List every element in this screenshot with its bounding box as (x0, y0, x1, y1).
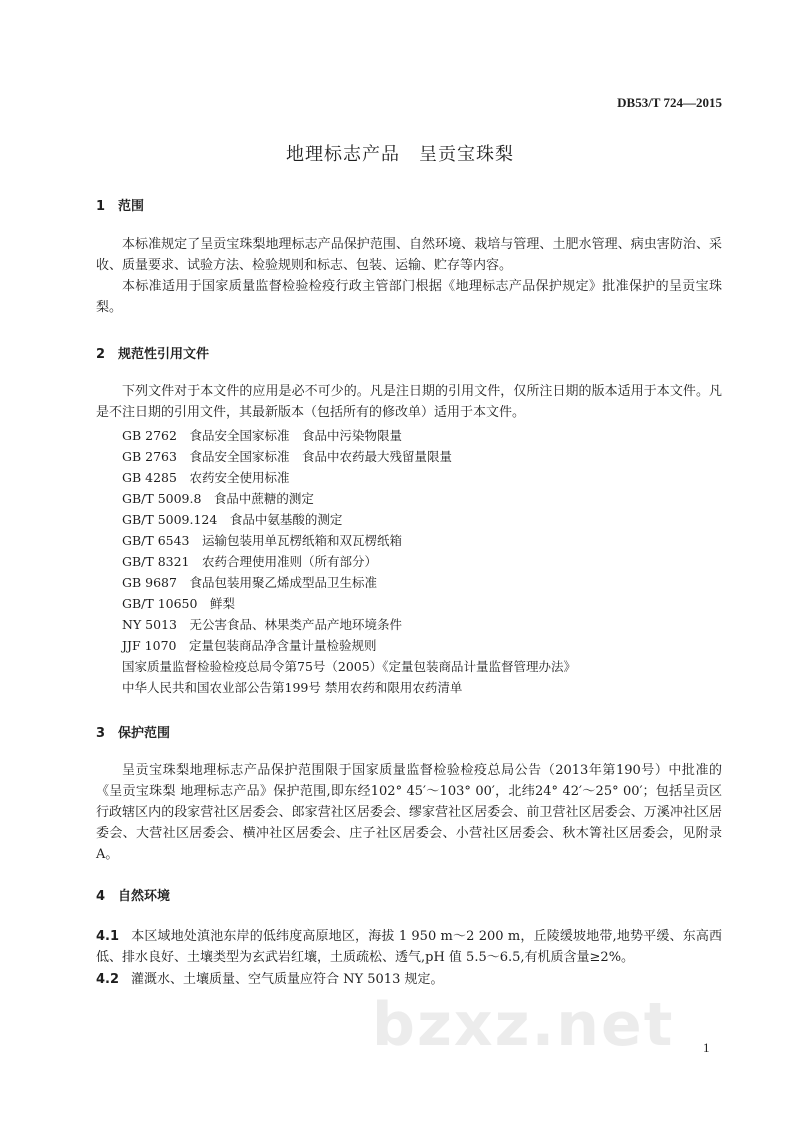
section-heading-4 (96, 885, 170, 904)
paragraph: 下列文件对于本文件的应用是必不可少的。凡是注日期的引用文件，仅所注日期的版本适用于本文件。凡是不注日期的引用文件，其最新版本（包括所有的修改单）适用于本文件。 (96, 384, 722, 420)
section-title: 保护范围 (118, 726, 171, 741)
reference-item: NY 5013 无公害食品、林果类产品产地环境条件 (122, 617, 402, 632)
section-heading-2 (96, 343, 209, 362)
section-number: 2 (96, 347, 106, 362)
reference-item: 国家质量监督检验检疫总局令第75号（2005）《定量包装商品计量监督管理办法》 (122, 659, 576, 674)
reference-item: GB/T 5009.124 食品中氨基酸的测定 (122, 512, 343, 527)
clause-text: 本区域地处滇池东岸的低纬度高原地区，海拔 1 950 m～2 200 m，丘陵缓坡地带,地势平缓、东高西低、排水良好、土壤类型为玄武岩红壤，土质疏松、透气,pH 值 5.5～6.5,有机质含量≥2%。 (96, 929, 722, 965)
paragraph: 呈贡宝珠梨地理标志产品保护范围限于国家质量监督检验检疫总局公告（2013年第190号）中批准的《呈贡宝珠梨 地理标志产品》保护范围,即东经102° 45′～103° 00′，北纬24° 42′～25° 00′；包括呈贡区行政辖区内的段家营社区居委会、郎家营社区居委会、缪家营社区居委会、前卫营社区居委会、万溪冲社区居委会、大营社区居委会、横冲社区居委会、庄子社区居委会、小营社区居委会、秋木箐社区居委会，见附录A。 (96, 763, 722, 862)
clause-4-1 (96, 926, 722, 968)
section-number: 4 (96, 889, 106, 904)
reference-item: JJF 1070 定量包装商品净含量计量检验规则 (122, 638, 377, 653)
reference-item: GB/T 5009.8 食品中蔗糖的测定 (122, 491, 314, 506)
page-number: 1 (703, 1040, 710, 1055)
document-title: 地理标志产品 呈贡宝珠梨 (286, 144, 514, 165)
section-number: 1 (96, 199, 106, 214)
section-title: 规范性引用文件 (118, 347, 210, 362)
reference-item: GB 2763 食品安全国家标准 食品中农药最大残留量限量 (122, 449, 452, 464)
reference-item: GB 9687 食品包装用聚乙烯成型品卫生标准 (122, 575, 377, 590)
reference-item: GB 4285 农药安全使用标准 (122, 470, 290, 485)
reference-item: GB/T 10650 鲜梨 (122, 596, 235, 611)
watermark: bzxz.net (372, 990, 675, 1060)
section-heading-1 (96, 195, 144, 214)
reference-item: GB/T 6543 运输包装用单瓦楞纸箱和双瓦楞纸箱 (122, 533, 403, 548)
paragraph: 本标准适用于国家质量监督检验检疫行政主管部门根据《地理标志产品保护规定》批准保护的呈贡宝珠梨。 (96, 279, 722, 315)
clause-number: 4.2 (96, 972, 120, 987)
reference-item: 中华人民共和国农业部公告第199号 禁用农药和限用农药清单 (122, 680, 463, 695)
reference-item: GB 2762 食品安全国家标准 食品中污染物限量 (122, 428, 402, 443)
section-number: 3 (96, 726, 106, 741)
clause-text: 灌溉水、土壤质量、空气质量应符合 NY 5013 规定。 (131, 972, 444, 987)
clause-4-2 (96, 969, 722, 990)
standard-code: DB53/T 724—2015 (617, 95, 722, 110)
section-title: 范围 (118, 199, 145, 214)
reference-item: GB/T 8321 农药合理使用准则（所有部分） (122, 554, 378, 569)
section-title: 自然环境 (118, 889, 171, 904)
paragraph: 本标准规定了呈贡宝珠梨地理标志产品保护范围、自然环境、栽培与管理、土肥水管理、病虫害防治、采收、质量要求、试验方法、检验规则和标志、包装、运输、贮存等内容。 (96, 237, 722, 273)
clause-number: 4.1 (96, 929, 120, 944)
section-heading-3 (96, 722, 170, 741)
